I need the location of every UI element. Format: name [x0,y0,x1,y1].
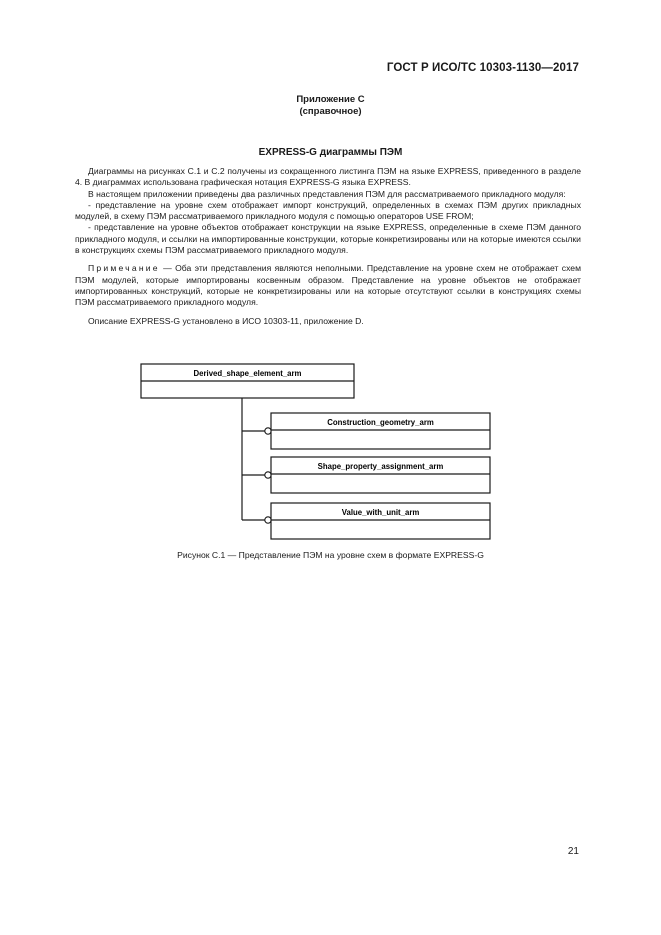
use-from-circle-icon [265,517,271,523]
imported-schema-box [242,503,490,539]
note-label: Примечание [88,263,160,274]
imported-schema-box [242,457,490,493]
paragraph-1: Диаграммы на рисунках С.1 и С.2 получены из сокращенного листинга ПЭМ на языке EXPRESS, приведенного в разделе 4. В диаграммах использована графическая нотация EXPRESS-G языка EXPRESS. [75,166,581,188]
main-schema-label: Derived_shape_element_arm [193,369,302,378]
imported-schema-label: Value_with_unit_arm [341,508,420,517]
main-schema-box [141,364,354,398]
use-from-circle-icon [265,428,271,434]
paragraph-3: - представление на уровне схем отображает импорт конструкций, определенных в схемах ПЭМ других прикладных модулей, в схему ПЭМ рассматриваемого прикладного модуля с помощью операторов USE FROM; [75,199,581,222]
note-text: — Оба эти представления являются неполными. Представление на уровне схем не отображает схем ПЭМ модулей, которые импортированы косвенным образом. Представление на уровне объектов не отображает импортированных конструкций, которые не конкретизированы или на которые отсутствуют ссылки в конструкциях схемы ПЭМ рассматриваемого прикладного модуля. [75,263,581,308]
appendix-title: Приложение С [296,94,365,105]
imported-schema-box [242,413,490,449]
document-code: ГОСТ Р ИСО/ТС 10303-1130—2017 [386,62,579,74]
section-title: EXPRESS-G диаграммы ПЭМ [258,147,403,158]
paragraph-4: - представление на уровне объектов отображает конструкции на языке EXPRESS, определенные в схеме ПЭМ данного прикладного модуля, и ссылки на импортированные конструкции, которые конкретизированы или на которые имеются ссылки в конструкциях схемы ПЭМ рассматриваемого прикладного модуля. [75,222,581,256]
page-number: 21 [567,846,579,857]
reference-paragraph: Описание EXPRESS-G установлено в ИСО 10303-11, приложение D. [88,315,364,326]
figure-caption: Рисунок С.1 — Представление ПЭМ на уровне схем в формате EXPRESS-G [177,550,484,560]
appendix-subtitle: (справочное) [299,106,362,117]
imported-schema-label: Construction_geometry_arm [327,418,434,427]
paragraph-2: В настоящем приложении приведены два различных представления ПЭМ для рассматриваемого прикладного модуля: [88,188,566,199]
imported-schema-label: Shape_property_assignment_arm [317,462,444,471]
use-from-circle-icon [265,472,271,478]
